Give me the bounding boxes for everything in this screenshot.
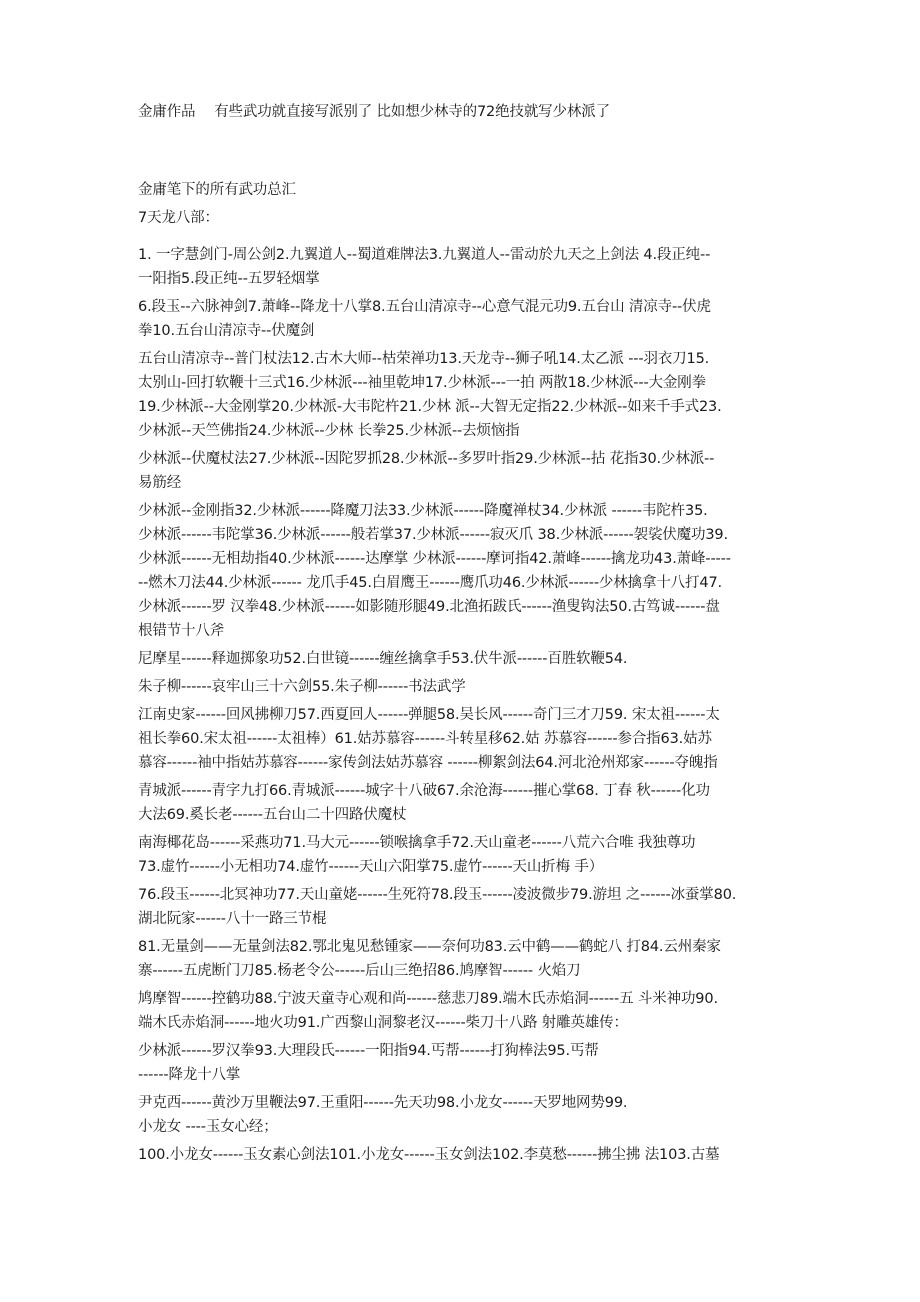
text-line: 76.段玉------北冥神功77.天山童姥------生死符78.段玉------凌波微步79.游坦 之------冰蚕掌80. bbox=[138, 887, 737, 903]
text-line: 少林派------无相劫指40.少林派------达摩掌 少林派------摩诃指42.萧峰------擒龙功43.萧峰----- bbox=[138, 551, 731, 567]
text-line: 少林派--金刚指32.少林派------降魔刀法33.少林派------降魔禅杖34.少林派 ------韦陀杵35. bbox=[138, 503, 708, 519]
text-line: 易筋经 bbox=[138, 475, 182, 491]
text-line: 朱子柳------哀牢山三十六剑55.朱子柳------书法武学 bbox=[138, 679, 466, 695]
text-line: 湖北阮家------八十一路三节棍 bbox=[138, 911, 327, 927]
text-line: 少林派------韦陀掌36.少林派------般若掌37.少林派------寂灭爪 38.少林派------袈裟伏魔功39. bbox=[138, 527, 728, 543]
text-line: 73.虚竹------小无相功74.虚竹------天山六阳掌75.虚竹------天山折梅 手） bbox=[138, 859, 604, 875]
text-line: 五台山清凉寺--普门杖法12.古木大师--枯荣禅功13.天龙寺--狮子吼14.太乙派 ---羽衣刀15. bbox=[138, 351, 710, 367]
text-line: 南海椰花岛------采燕功71.马大元------锁喉擒拿手72.天山童老------八荒六合唯 我独尊功 bbox=[138, 835, 696, 851]
text-line: 100.小龙女------玉女素心剑法101.小龙女------玉女剑法102.李莫愁------拂尘拂 法103.古墓 bbox=[138, 1147, 720, 1163]
text-line: 江南史家------回风拂柳刀57.西夏回人------弹腿58.吴长风------奇门三才刀59. 宋太祖------太 bbox=[138, 707, 720, 723]
text-line: ------降龙十八掌 bbox=[138, 1067, 241, 1083]
text-line: 81.无量剑——无量剑法82.鄂北鬼见愁锺家——奈何功83.云中鹤——鹤蛇八 打84.云州秦家 bbox=[138, 939, 721, 955]
text-line: 鸠摩智------控鹤功88.宁波天童寺心观和尚------慈悲刀89.端木氏赤焰洞------五 斗米神功90. bbox=[138, 991, 718, 1007]
text-line: 小龙女 ----玉女心经； bbox=[138, 1119, 278, 1135]
document-heading: 金庸笔下的所有武功总汇 bbox=[138, 182, 296, 198]
text-line: 慕容------袖中指姑苏慕容------家传剑法姑苏慕容 ------柳絮剑法64.河北沧州郑家------夺魄指 bbox=[138, 755, 718, 771]
section-title-tianlong: 7天龙八部： bbox=[138, 210, 219, 226]
text-line: 端木氏赤焰洞------地火功91.广西黎山洞黎老汉------柴刀十八路 射雕英雄传： bbox=[138, 1015, 628, 1031]
text-line: 太别山-回打软鞭十三式16.少林派---袖里乾坤17.少林派---一拍 两散18.少林派---大金刚拳 bbox=[138, 375, 706, 391]
text-line: 19.少林派--大金刚掌20.少林派-大韦陀杵21.少林 派--大智无定指22.少林派--如来千手式23. bbox=[138, 399, 722, 415]
text-line: 拳10.五台山清凉寺--伏魔剑 bbox=[138, 323, 315, 339]
text-line: 根错节十八斧 bbox=[138, 623, 225, 639]
text-line: 祖长拳60.宋太祖------太祖棒）61.姑苏慕容------斗转星移62.姑 苏慕容------参合指63.姑苏 bbox=[138, 731, 712, 747]
text-line: 尹克西------黄沙万里鞭法97.王重阳------先天功98.小龙女------天罗地网势99. bbox=[138, 1095, 628, 1111]
text-line: 少林派--伏魔杖法27.少林派--因陀罗抓28.少林派--多罗叶指29.少林派--拈 花指30.少林派-- bbox=[138, 451, 715, 467]
text-line: 1. 一字慧剑门-周公剑2.九翼道人--蜀道难牌法3.九翼道人--雷动於九天之上剑法 4.段正纯-- bbox=[138, 247, 711, 263]
text-line: 少林派------罗汉拳93.大理段氏------一阳指94.丐帮------打狗棒法95.丐帮 bbox=[138, 1043, 599, 1059]
text-line: --燃木刀法44.少林派------ 龙爪手45.白眉鹰王------鹰爪功46.少林派------少林擒拿十八打47. bbox=[138, 575, 722, 591]
text-line: 少林派--天竺佛指24.少林派--少林 长拳25.少林派--去烦恼指 bbox=[138, 423, 520, 439]
text-line: 一阳指5.段正纯--五罗轻烟掌 bbox=[138, 271, 320, 287]
text-line: 尼摩星------释迦掷象功52.白世镜------缠丝擒拿手53.伏牛派------百胜软鞭54. bbox=[138, 651, 628, 667]
text-line: 6.段玉--六脉神剑7.萧峰--降龙十八掌8.五台山清凉寺--心意气混元功9.五台山 清凉寺--伏虎 bbox=[138, 299, 711, 315]
text-line: 青城派------青字九打66.青城派------城字十八破67.余沧海------摧心掌68. 丁春 秋------化功 bbox=[138, 783, 710, 799]
text-line: 大法69.奚长老------五台山二十四路伏魔杖 bbox=[138, 807, 407, 823]
document-intro-line: 金庸作品 有些武功就直接写派别了 比如想少林寺的72绝技就写少林派了 bbox=[138, 104, 610, 120]
text-line: 寨------五虎断门刀85.杨老令公------后山三绝招86.鸠摩智------ 火焰刀 bbox=[138, 963, 581, 979]
text-line: 少林派------罗 汉拳48.少林派------如影随形腿49.北渔拓跋氏------渔叟钩法50.古笃诚------盘 bbox=[138, 599, 720, 615]
